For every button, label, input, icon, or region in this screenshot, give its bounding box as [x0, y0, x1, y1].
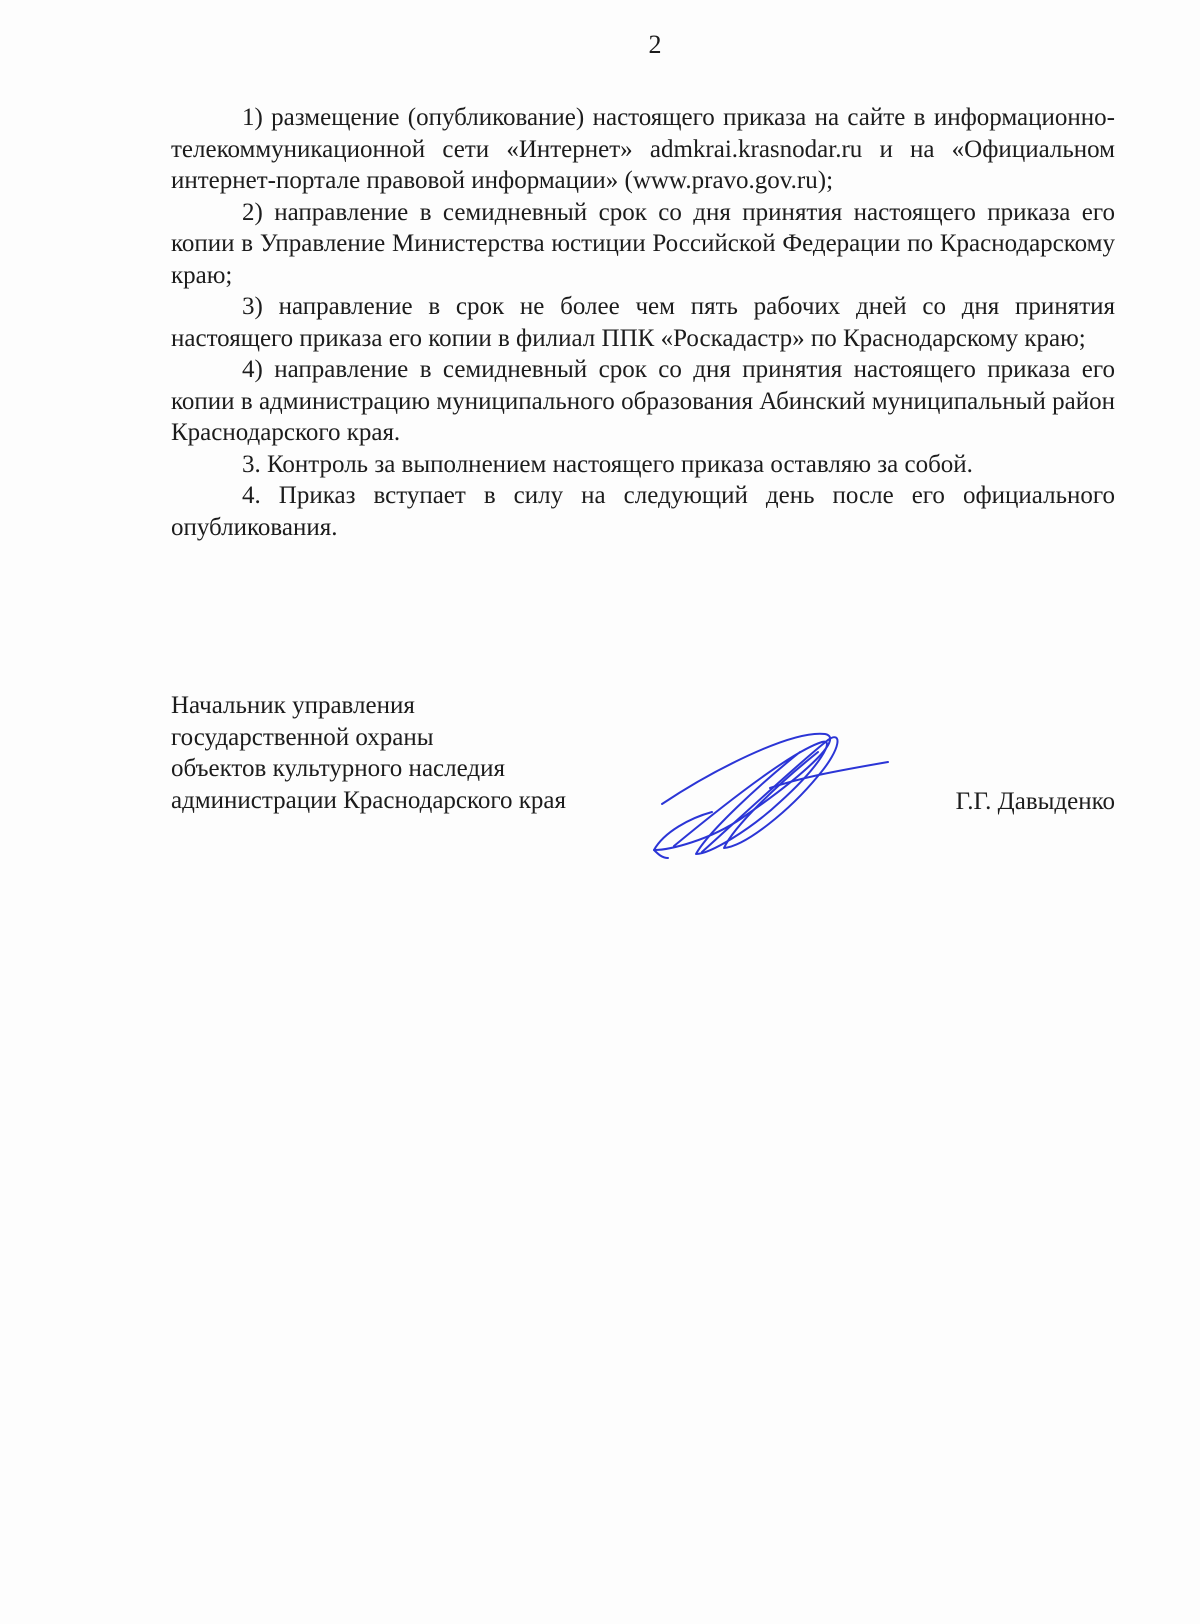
handwritten-signature [650, 722, 890, 862]
signer-position-line: объектов культурного наследия [171, 755, 505, 782]
signer-position-line: государственной охраны [171, 723, 434, 751]
paragraph-municipal-administration: 4) направление в семидневный срок со дня принятия настоящего приказа его копии в администрацию муниципального образования Абинский муниципальный район Краснодарского края. [171, 356, 1115, 446]
signer-position-line: Начальник управления [171, 692, 415, 719]
paragraph-control: 3. Контроль за выполнением настоящего приказа оставляю за собой. [242, 450, 973, 478]
page-number: 2 [648, 30, 662, 59]
signer-position-line: администрации Краснодарского края [171, 786, 567, 814]
paragraph-roskadastr: 3) направление в срок не более чем пять рабочих дней со дня принятия настоящего приказа его копии в филиал ППК «Роскадастр» по Краснодарскому краю; [171, 293, 1115, 352]
paragraph-ministry-of-justice: 2) направление в семидневный срок со дня принятия настоящего приказа его копии в Управление Министерства юстиции Российской Федерации по Краснодарскому краю; [171, 198, 1115, 289]
paragraph-entry-into-force: 4. Приказ вступает в силу на следующий день после его официального опубликования. [171, 482, 1115, 541]
document-body [171, 102, 1115, 543]
signer-name: Г.Г. Давыденко [955, 788, 1115, 815]
paragraph-publication: 1) размещение (опубликование) настоящего приказа на сайте в информационно-телекоммуникационной сети «Интернет» admkrai.krasnodar.ru и на «Официальном интернет-портале правовой информации» (www.pravo.gov.ru); [171, 104, 1115, 194]
signature-block [171, 690, 1115, 816]
